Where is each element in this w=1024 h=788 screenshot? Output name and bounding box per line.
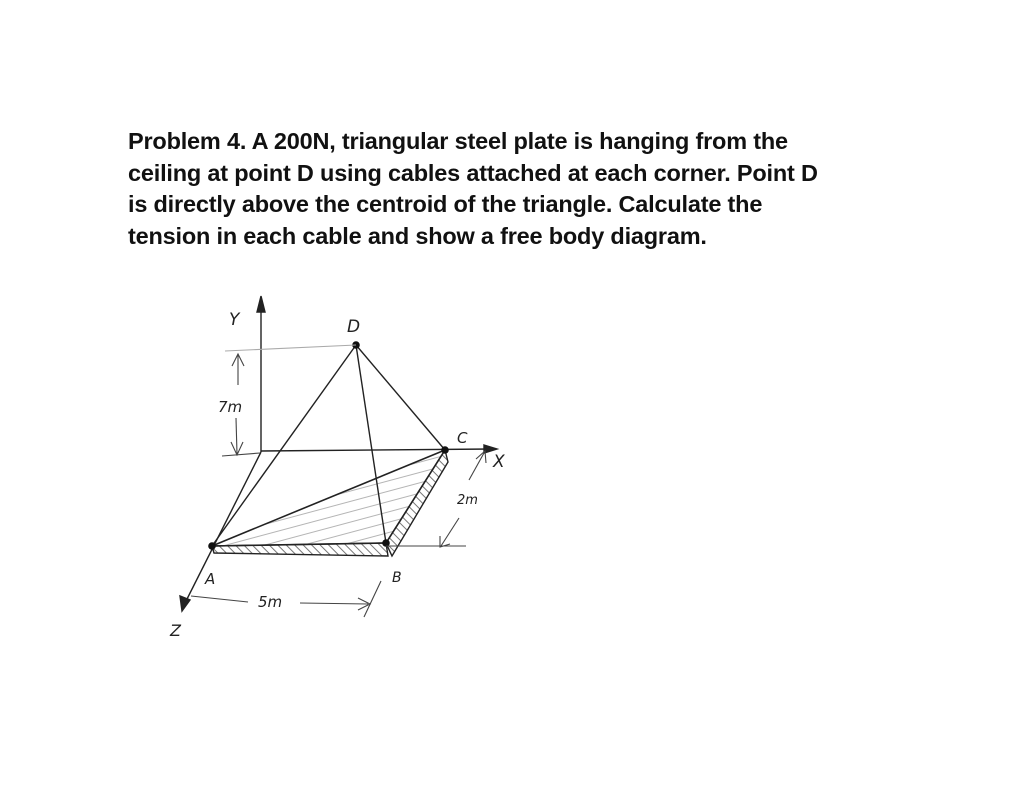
problem-line-1: Problem 4. A 200N, triangular steel plate is hanging from the <box>128 128 788 154</box>
point-A-label: A <box>205 570 216 588</box>
y-axis-label: Y <box>229 310 240 330</box>
triangular-plate <box>212 450 448 556</box>
point-B-label: B <box>392 570 402 586</box>
width-dimension <box>191 581 381 617</box>
point-C-label: C <box>457 429 468 447</box>
height-label: 7m <box>218 398 243 416</box>
point-C <box>441 446 449 454</box>
axes <box>180 296 497 611</box>
x-axis-label: X <box>493 452 505 472</box>
point-A <box>208 542 216 550</box>
depth-label: 2m <box>457 493 478 508</box>
point-D-label: D <box>347 317 361 337</box>
problem-line-2: ceiling at point D using cables attached at each corner. Point D <box>128 159 818 186</box>
z-axis-label: Z <box>170 621 181 640</box>
problem-line-4: tension in each cable and show a free body diagram. <box>128 222 707 249</box>
problem-line-3: is directly above the centroid of the triangle. Calculate the <box>128 191 763 217</box>
width-label: 5m <box>258 593 283 611</box>
